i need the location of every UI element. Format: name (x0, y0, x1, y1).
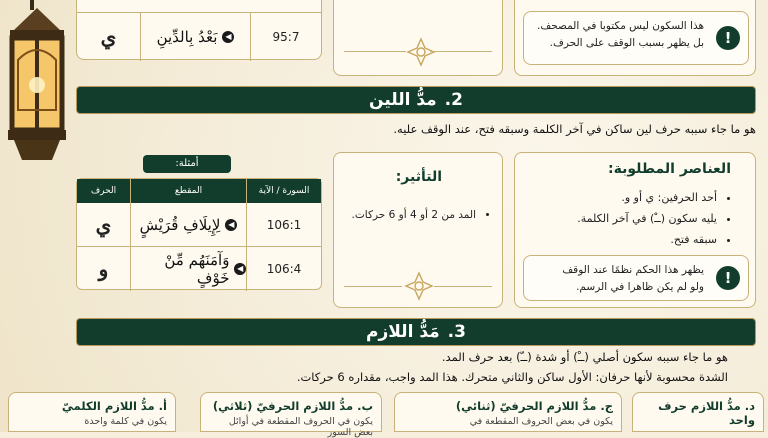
word-cell[interactable]: ◀ بَعْدُ بِالدِّينِ (141, 13, 251, 61)
effect-panel (333, 152, 503, 308)
elements-panel (514, 152, 756, 308)
section3-line2: الشدة محسوبة لأنها حرفان: الأول ساكن والثاني متحرك. هذا المد واجب، مقداره 6 حركات. (296, 370, 728, 384)
list-item: • سبقه فتح. (529, 229, 717, 250)
speaker-icon[interactable]: ◀ (222, 31, 234, 43)
card-harf-wahid: د. مدُّ اللازم حرف واحد (632, 392, 764, 432)
letter-cell: ي (77, 13, 141, 61)
section1-rules-panel (514, 0, 756, 76)
section2-banner: 2. مدُّ اللين (76, 86, 756, 114)
ornament-icon (404, 271, 434, 301)
examples-tag: أمثلة: (143, 155, 231, 173)
card-kalimi: أ. مدُّ اللازم الكلميّ يكون في كلمة واحدة (8, 392, 176, 432)
table-row (77, 13, 321, 61)
section1-effect-panel (333, 0, 503, 76)
section2-note: يظهر هذا الحكم نظمًا عند الوقف ولو لم يكن ظاهرا في الرسم. ! (523, 255, 749, 301)
effect-heading: التأثير: (395, 169, 442, 185)
elements-list (529, 187, 729, 250)
exclamation-icon: ! (716, 266, 740, 290)
speaker-icon[interactable]: ◀ (234, 263, 246, 275)
list-item: • أحد الحرفين: ي أو و. (529, 187, 717, 208)
word-cell[interactable]: ◀ لِإِيلَافِ قُرَيْشٍ (131, 203, 247, 246)
table-row: و ◀ وَآمَنَهُم مِّنْ خَوْفٍ 106:4 (77, 247, 321, 291)
card-harfi-thunai: ج. مدُّ اللازم الحرفيّ (ثنائي) يكون في بعض الحروف المقطعة في (394, 392, 622, 432)
elements-heading: العناصر المطلوبة: (608, 161, 731, 177)
ref-cell: 95:7 (272, 30, 300, 44)
card-harfi-thulathi: ب. مدُّ اللازم الحرفيّ (ثلاثي) يكون في الحروف المقطعة في أوائل بعض السور (200, 392, 382, 432)
word-cell[interactable]: ◀ وَآمَنَهُم مِّنْ خَوْفٍ (131, 247, 247, 291)
list-item: • يليه سكون (ــْ) في آخر الكلمة. (529, 208, 717, 229)
table-row: ي ◀ لِإِيلَافِ قُرَيْشٍ 106:1 (77, 203, 321, 247)
table-row-partial (77, 0, 321, 13)
section3-line1: هو ما جاء سببه سكون أصلي (ــْ) أو شدة (ــّ) بعد حرف المد. (441, 350, 728, 364)
lantern-decoration (0, 0, 74, 170)
section1-table-panel (76, 0, 322, 60)
section2-title: مدُّ اللين (369, 90, 437, 110)
section1-note: هذا السكون ليس مكتوبا في المصحف. بل يظهر بسبب الوقف على الحرف. ! (523, 11, 749, 65)
section3-banner: 3. مَدُّ اللازم (76, 318, 756, 346)
table-header: الحرف المقطع السورة / الآية (77, 179, 321, 203)
list-item: • المد من 2 أو 4 أو 6 حركات. (340, 209, 476, 221)
exclamation-icon: ! (716, 26, 740, 50)
speaker-icon[interactable]: ◀ (225, 219, 237, 231)
section3-title: مَدُّ اللازم (366, 322, 440, 342)
section2-description: هو ما جاء سببه حرف لين ساكن في آخر الكلمة وسبقه فتح، عند الوقف عليه. (393, 122, 756, 136)
ornament-icon (406, 37, 436, 67)
examples-table (76, 178, 322, 290)
